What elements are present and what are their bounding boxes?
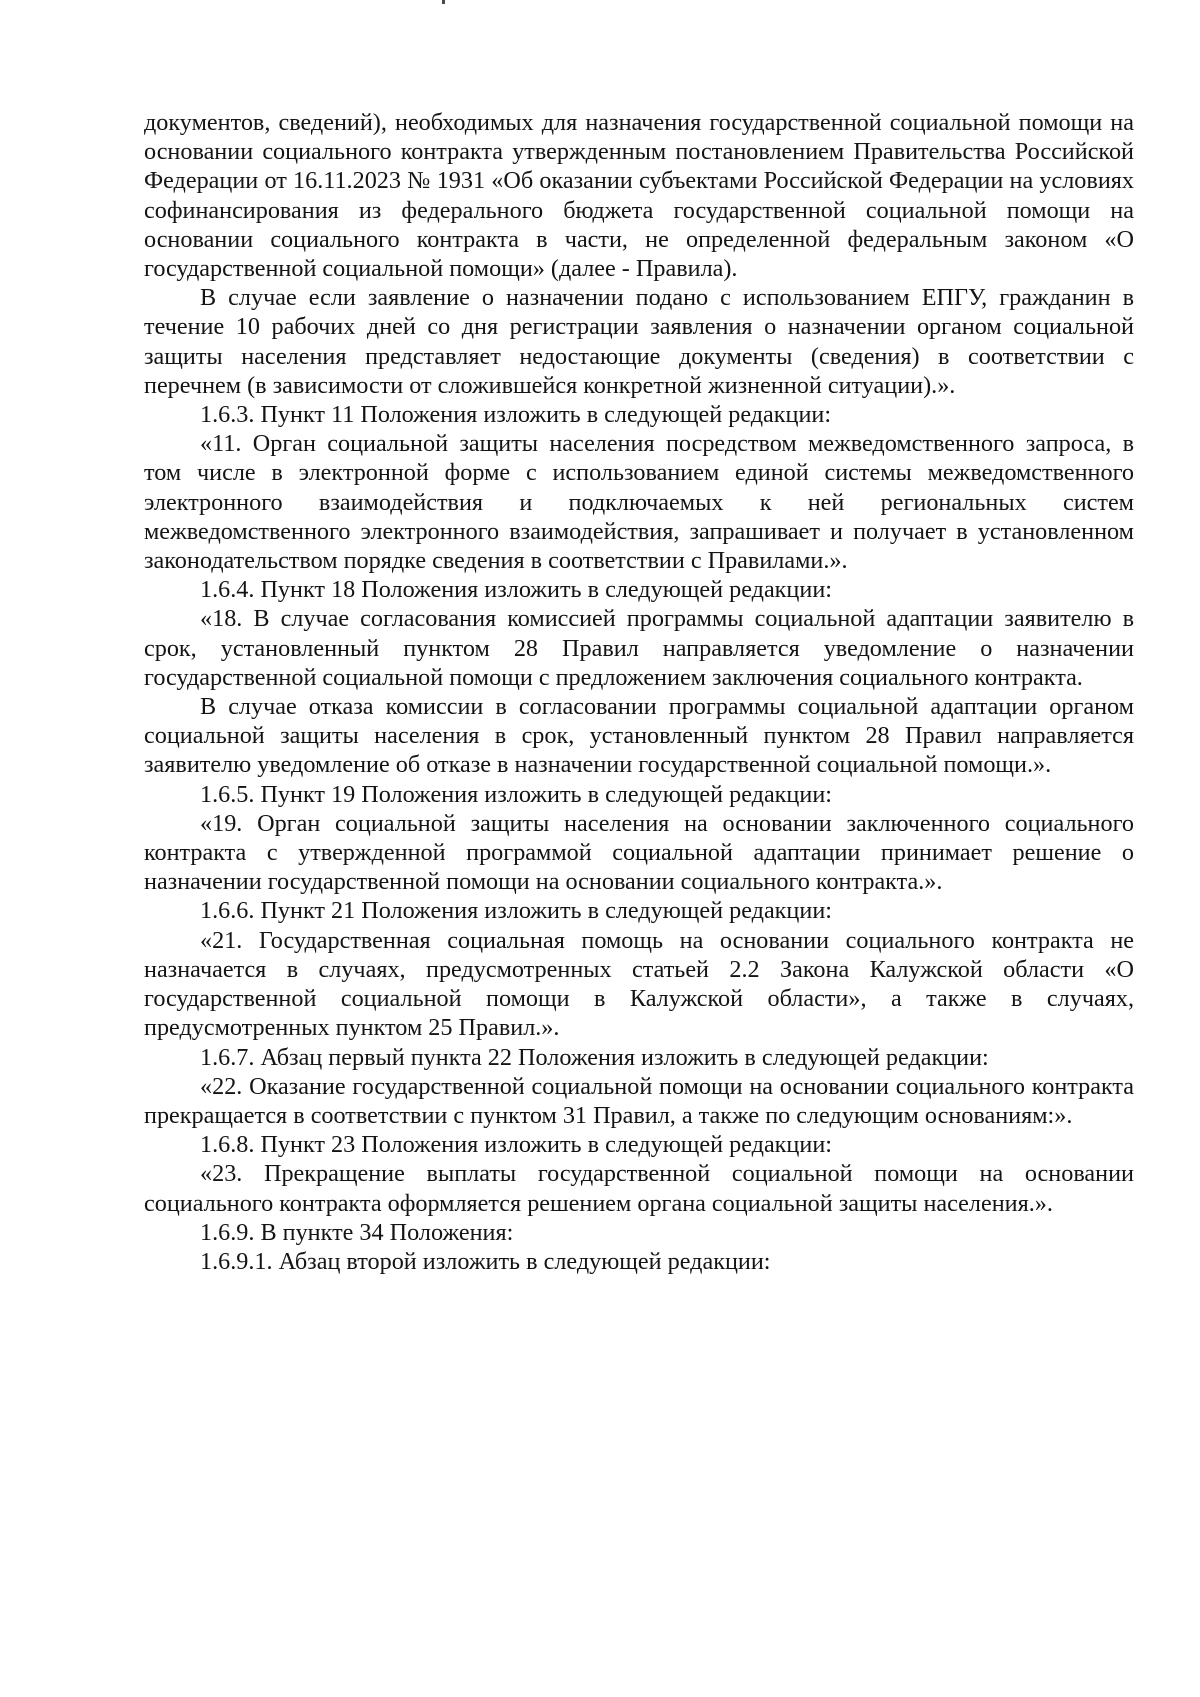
paragraph-item-22: «22. Оказание государственной социальной помощи на основании социального контракта прекращается в соответствии с пунктом 31 Правил, а также по следующим основаниям:». xyxy=(144,1072,1134,1129)
paragraph-item-18: «18. В случае согласования комиссией программы социальной адаптации заявителю в срок, установленный пунктом 28 Правил направляется уведомление о назначении государственной социальной помощи с предложением заключения социального контракта. xyxy=(144,605,1134,691)
paragraph-continuation: документов, сведений), необходимых для назначения государственной социальной помощи на основании социального контракта утвержденным постановлением Правительства Российской Федерации от 16.11.2023 № 1931 «Об оказании субъектами Российской Федерации на условиях софинансирования из федерального бюджета государственной социальной помощи на основании социального контракта в части, не определенной федеральным законом «О государственной социальной помощи» (далее - Правила). xyxy=(144,109,1134,283)
paragraph-item-19: «19. Орган социальной защиты населения на основании заключенного социального контракта с утвержденной программой социальной адаптации принимает решение о назначении государственной помощи на основании социального контракта.». xyxy=(144,809,1134,896)
clause-1-6-8: 1.6.8. Пункт 23 Положения изложить в следующей редакции: xyxy=(200,1131,832,1159)
clause-1-6-4: 1.6.4. Пункт 18 Положения изложить в следующей редакции: xyxy=(200,576,832,604)
document-page xyxy=(144,108,1134,1276)
paragraph-epgu: В случае если заявление о назначении подано с использованием ЕПГУ, гражданин в течение 10 рабочих дней со дня регистрации заявления о назначении органом социальной защиты населения представляет недостающие документы (сведения) в соответствии с перечнем (в зависимости от сложившейся конкретной жизненной ситуации).». xyxy=(144,284,1134,399)
clause-1-6-3: 1.6.3. Пункт 11 Положения изложить в следующей редакции: xyxy=(200,401,832,429)
clause-1-6-6: 1.6.6. Пункт 21 Положения изложить в следующей редакции: xyxy=(200,897,832,925)
clause-1-6-9-1: 1.6.9.1. Абзац второй изложить в следующей редакции: xyxy=(200,1247,771,1275)
clause-1-6-5: 1.6.5. Пункт 19 Положения изложить в следующей редакции: xyxy=(200,780,832,808)
paragraph-item-21: «21. Государственная социальная помощь на основании социального контракта не назначается в случаях, предусмотренных статьей 2.2 Закона Калужской области «О государственной социальной помощи в Калужской области», а также в случаях, предусмотренных пунктом 25 Правил.». xyxy=(144,926,1134,1042)
clause-1-6-9: 1.6.9. В пункте 34 Положения: xyxy=(200,1218,514,1246)
paragraph-item-23: «23. Прекращение выплаты государственной социальной помощи на основании социального контракта оформляется решением органа социальной защиты населения.». xyxy=(144,1160,1134,1217)
page-top-mark xyxy=(442,0,445,4)
paragraph-item-11: «11. Орган социальной защиты населения посредством межведомственного запроса, в том числе в электронной форме с использованием единой системы межведомственного электронного взаимодействия и подключаемых к ней региональных систем межведомственного электронного взаимодействия, запрашивает и получает в установленном законодательством порядке сведения в соответствии с Правилами.». xyxy=(144,430,1134,575)
clause-1-6-7: 1.6.7. Абзац первый пункта 22 Положения изложить в следующей редакции: xyxy=(200,1043,989,1071)
paragraph-item-18-refusal: В случае отказа комиссии в согласовании программы социальной адаптации органом социальной защиты населения в срок, установленный пунктом 28 Правил направляется заявителю уведомление об отказе в назначении государственной социальной помощи.». xyxy=(144,693,1134,779)
